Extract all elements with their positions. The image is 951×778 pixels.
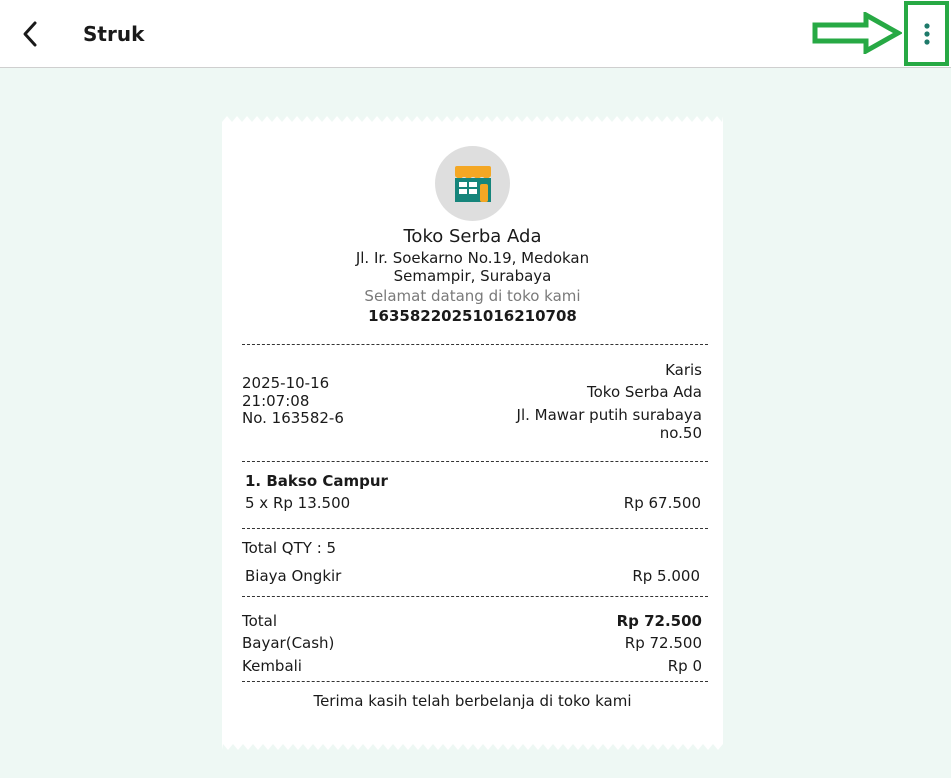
divider <box>242 461 708 462</box>
divider <box>242 596 708 597</box>
thank-you-message: Terima kasih telah berbelanja di toko kami <box>313 692 632 710</box>
change-label: Kembali <box>242 657 302 675</box>
divider <box>242 344 708 345</box>
more-vertical-icon <box>923 23 931 45</box>
shipping-label: Biaya Ongkir <box>245 567 342 585</box>
receipt <box>222 116 723 750</box>
cashier-name: Karis <box>665 361 702 379</box>
total-label: Total <box>242 612 278 630</box>
branch-address-line1: Jl. Mawar putih surabaya <box>516 406 702 424</box>
store-address-line2: Semampir, Surabaya <box>393 267 552 285</box>
paid-value: Rp 72.500 <box>624 634 702 652</box>
shipping-value: Rp 5.000 <box>632 567 700 585</box>
app-bar <box>0 0 951 68</box>
store-logo <box>435 146 510 221</box>
total-qty: Total QTY : 5 <box>242 539 337 557</box>
item-name: 1. Bakso Campur <box>245 472 388 490</box>
total-value: Rp 72.500 <box>616 612 702 630</box>
transaction-number: No. 163582-6 <box>242 409 344 427</box>
receipt-code: 16358220251016210708 <box>368 307 577 325</box>
divider <box>242 681 708 682</box>
change-value: Rp 0 <box>667 657 702 675</box>
page-title: Struk <box>83 22 145 46</box>
chevron-left-icon <box>19 19 41 49</box>
branch-name: Toko Serba Ada <box>587 383 702 401</box>
receipt-content <box>222 116 723 750</box>
item-subtotal: Rp 67.500 <box>623 494 701 512</box>
transaction-time: 21:07:08 <box>242 392 310 410</box>
right-arrow-icon <box>812 12 902 54</box>
back-button[interactable] <box>12 14 48 54</box>
branch-address-line2: no.50 <box>659 424 702 442</box>
transaction-date: 2025-10-16 <box>242 374 330 392</box>
divider <box>242 528 708 529</box>
paid-label: Bayar(Cash) <box>242 634 335 652</box>
store-address-line1: Jl. Ir. Soekarno No.19, Medokan <box>355 249 590 267</box>
store-icon <box>452 163 494 205</box>
store-name: Toko Serba Ada <box>403 226 542 247</box>
item-qty-price: 5 x Rp 13.500 <box>245 494 351 512</box>
more-options-button[interactable] <box>904 1 949 66</box>
welcome-message: Selamat datang di toko kami <box>364 287 581 305</box>
